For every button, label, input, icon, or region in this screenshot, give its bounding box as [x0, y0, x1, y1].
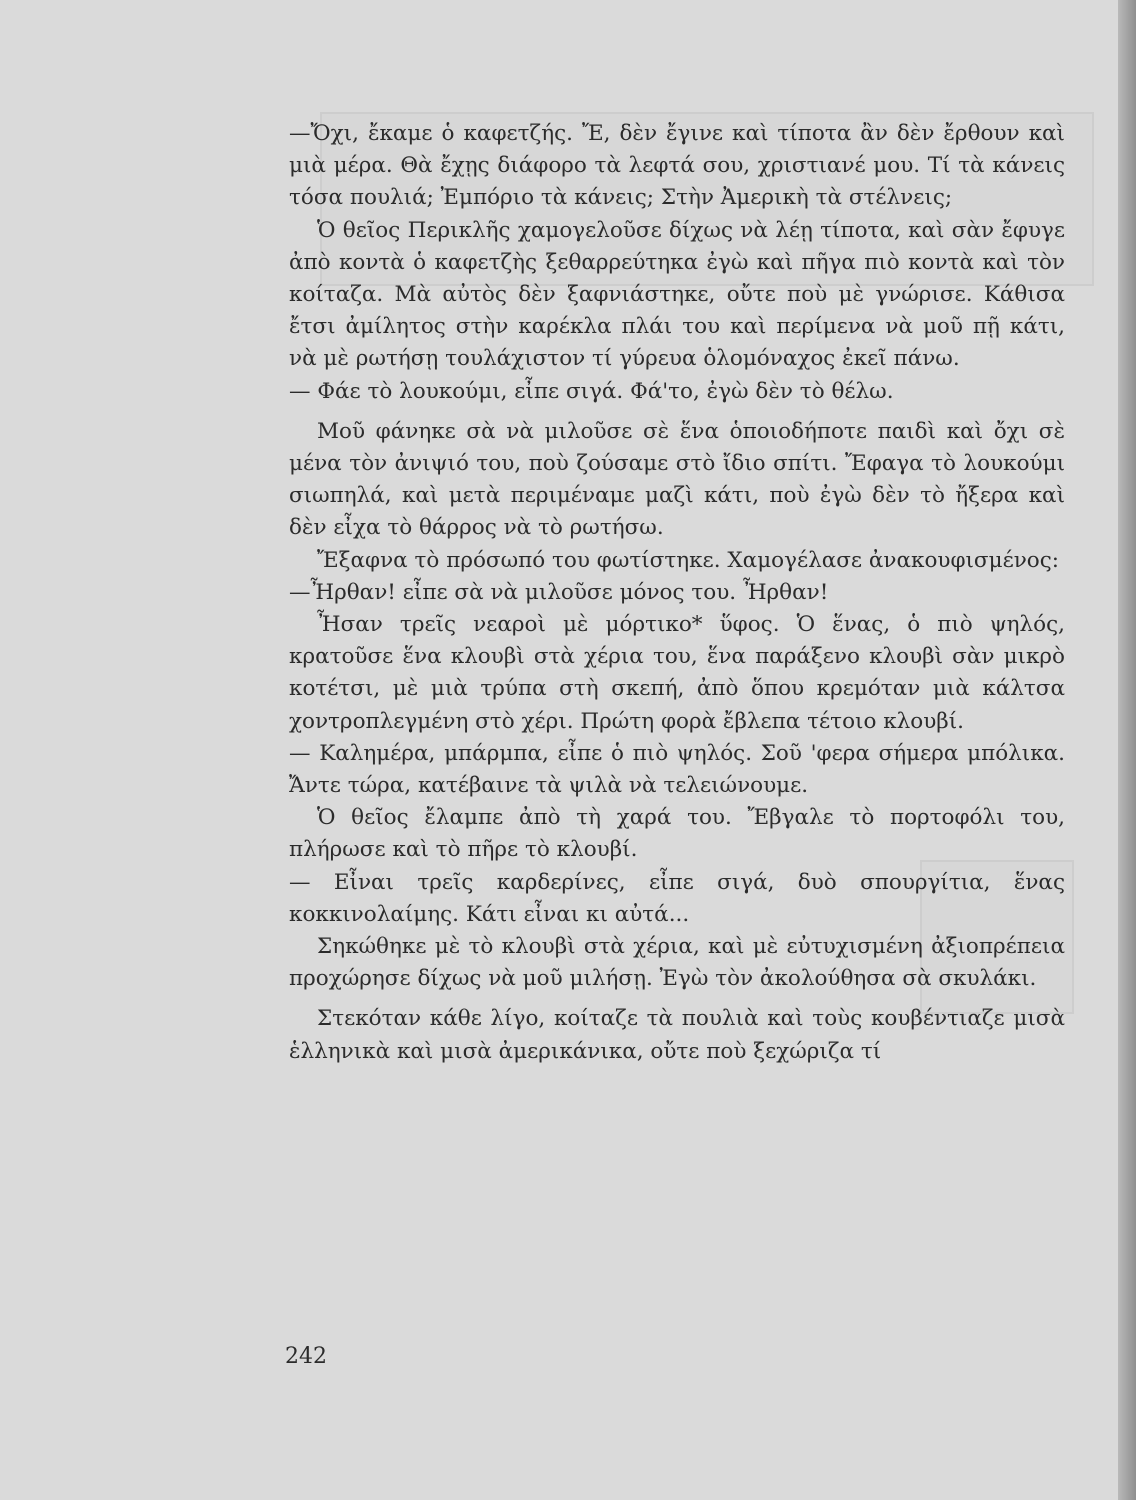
paragraph-9: Ὁ θεῖος ἔλαμπε ἀπὸ τὴ χαρά του. Ἔβγαλε τὸ πορτοφόλι του, πλήρωσε καὶ τὸ πῆρε τὸ κλουβί. [289, 805, 1065, 863]
paragraph-10: — Εἶναι τρεῖς καρδερίνες, εἶπε σιγά, δυὸ σπουργίτια, ἕνας κοκκινολαίμης. Κάτι εἶναι κι αὐτά... [289, 869, 1065, 927]
paragraph-2: Ὁ θεῖος Περικλῆς χαμογελοῦσε δίχως νὰ λέῃ τίποτα, καὶ σὰν ἔφυγε ἀπὸ κοντὰ ὁ καφετζὴς ξεθαρρεύτηκα ἐγὼ καὶ πῆγα πιὸ κοντὰ καὶ τὸν κοίταζα. Μὰ αὐτὸς δὲν ξαφνιάστηκε, οὔτε ποὺ μὲ γνώρισε. Κάθισα ἔτσι ἀμίλητος στὴν καρέκλα πλάι του καὶ περίμενα νὰ μοῦ πῇ κάτι, νὰ μὲ ρωτήσῃ τουλάχιστον τί γύρευα ὁλομόναχος ἐκεῖ πάνω. [289, 217, 1065, 372]
page-number: 242 [285, 1344, 327, 1369]
paragraph-12: Στεκόταν κάθε λίγο, κοίταζε τὰ πουλιὰ καὶ τοὺς κουβέντιαζε μισὰ ἑλληνικὰ καὶ μισὰ ἀμερικάνικα, οὔτε ποὺ ξεχώριζα τί [289, 1006, 1065, 1064]
paragraph-3: — Φάε τὸ λουκούμι, εἶπε σιγά. Φά'το, ἐγὼ δὲν τὸ θέλω. [289, 378, 894, 404]
paragraph-5: Ἔξαφνα τὸ πρόσωπό του φωτίστηκε. Χαμογέλασε ἀνακουφισμένος: [317, 547, 1060, 573]
page-edge-shadow [1118, 0, 1136, 1500]
paragraph-8: — Καλημέρα, μπάρμπα, εἶπε ὁ πιὸ ψηλός. Σοῦ 'φερα σήμερα μπόλικα. Ἄντε τώρα, κατέβαινε τὰ ψιλὰ νὰ τελειώνουμε. [289, 740, 1065, 799]
paragraph-11: Σηκώθηκε μὲ τὸ κλουβὶ στὰ χέρια, καὶ μὲ εὐτυχισμένη ἀξιοπρέπεια προχώρησε δίχως νὰ μοῦ μιλήσῃ. Ἐγὼ τὸν ἀκολούθησα σὰ σκυλάκι. [289, 934, 1065, 992]
paragraph-6: —Ἦρθαν! εἶπε σὰ νὰ μιλοῦσε μόνος του. Ἦρθαν! [289, 579, 829, 605]
paragraph-7: Ἦσαν τρεῖς νεαροὶ μὲ μόρτικο* ὕφος. Ὁ ἕνας, ὁ πιὸ ψηλός, κρατοῦσε ἕνα κλουβὶ στὰ χέρια του, ἕνα παράξενο κλουβὶ σὰν μικρὸ κοτέτσι, μὲ μιὰ τρύπα στὴ σκεπή, ἀπὸ ὅπου κρεμόταν μιὰ κάλτσα χοντροπλεγμένη στὸ χέρι. Πρώτη φορὰ ἔβλεπα τέτοιο κλουβί. [289, 612, 1065, 734]
paragraph-4: Μοῦ φάνηκε σὰ νὰ μιλοῦσε σὲ ἕνα ὁποιοδήποτε παιδὶ καὶ ὄχι σὲ μένα τὸν ἀνιψιό του, ποὺ ζούσαμε στὸ ἴδιο σπίτι. Ἔφαγα τὸ λουκούμι σιωπηλά, καὶ μετὰ περιμέναμε μαζὶ κάτι, ποὺ ἐγὼ δὲν τὸ ἤξερα καὶ δὲν εἶχα τὸ θάρρος νὰ τὸ ρωτήσω. [289, 418, 1065, 541]
body-text [289, 118, 1065, 1068]
paragraph-1: —Ὄχι, ἔκαμε ὁ καφετζής. Ἔ, δὲν ἔγινε καὶ τίποτα ἂν δὲν ἔρθουν καὶ μιὰ μέρα. Θὰ ἔχῃς διάφορο τὰ λεφτά σου, χριστιανέ μου. Τί τὰ κάνεις τόσα πουλιά; Ἐμπόριο τὰ κάνεις; Στὴν Ἀμερικὴ τὰ στέλνεις; [289, 121, 1065, 211]
